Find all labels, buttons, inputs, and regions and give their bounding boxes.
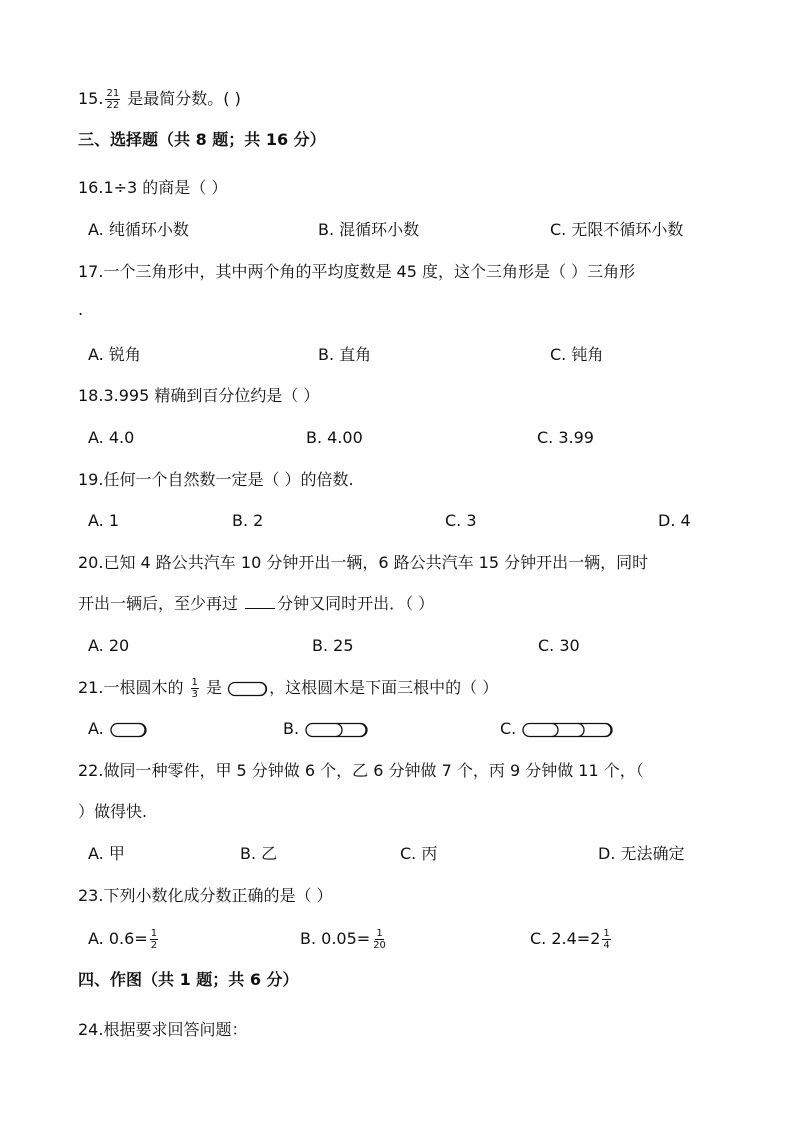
option-c: C. 3 [445, 511, 477, 530]
question-15 [78, 88, 241, 111]
question-17-stem-cont: . [78, 300, 84, 319]
section-title-drawing: 四、作图（共 1 题；共 6 分） [78, 970, 299, 989]
option-b: B. 0.05= $\frac{1}{20}$ [300, 928, 386, 951]
question-20-stem-cont: 开出一辆后，至少再过 分钟又同时开出．（ ） [78, 594, 435, 613]
option-a: A. 锐角 [88, 345, 141, 364]
option-c: C. 丙 [400, 844, 438, 863]
option-a: A. 1 [88, 511, 120, 530]
option-c: C. 钝角 [550, 345, 604, 364]
option-d: D. 无法确定 [598, 844, 685, 863]
question-19-stem: 19.任何一个自然数一定是（ ）的倍数. [78, 470, 354, 489]
option-a: A. 4.0 [88, 428, 135, 447]
option-b: B. 直角 [318, 345, 372, 364]
fraction: $\frac{21}{22}$ [106, 88, 120, 111]
fraction: $\frac{1}{4}$ [603, 928, 610, 951]
question-21-stem: 21.一根圆木的 $\frac{1}{3}$ 是 ，这根圆木是下面三根中的（ ） [78, 677, 499, 700]
option-c: C. 30 [538, 636, 580, 655]
question-22-stem: 22.做同一种零件，甲 5 分钟做 6 个，乙 6 分钟做 7 个，丙 9 分钟做 11 个，（ [78, 761, 644, 780]
option-b: B. [283, 719, 370, 739]
option-c: C. 3.99 [537, 428, 594, 447]
option-a: A. 0.6= $\frac{1}{2}$ [88, 928, 158, 951]
question-22-stem-cont: ）做得快. [78, 802, 148, 821]
option-b: B. 混循环小数 [318, 220, 420, 239]
option-a: A. [88, 719, 149, 739]
log-piece-image [227, 681, 269, 697]
log-long-image [521, 722, 615, 738]
question-text: 是最简分数。( ) [122, 89, 241, 108]
question-number: 15. [78, 89, 104, 108]
option-b: B. 25 [312, 636, 354, 655]
question-24-stem: 24.根据要求回答问题： [78, 1020, 248, 1039]
option-a: A. 20 [88, 636, 130, 655]
option-a: A. 纯循环小数 [88, 220, 189, 239]
question-17-stem: 17.一个三角形中，其中两个角的平均度数是 45 度，这个三角形是（ ）三角形 [78, 262, 636, 281]
question-20-stem: 20.已知 4 路公共汽车 10 分钟开出一辆，6 路公共汽车 15 分钟开出一辆，同时 [78, 553, 649, 572]
question-23-stem: 23.下列小数化成分数正确的是（ ） [78, 886, 333, 905]
question-18-stem: 18.3.995 精确到百分位约是（ ） [78, 386, 320, 405]
fraction: $\frac{1}{20}$ [373, 928, 386, 951]
answer-blank [245, 594, 275, 609]
fraction: $\frac{1}{3}$ [191, 677, 198, 700]
option-c: C. 2.4=2 $\frac{1}{4}$ [530, 928, 610, 951]
fraction: $\frac{1}{2}$ [150, 928, 158, 951]
option-b: B. 4.00 [306, 428, 363, 447]
option-d: D. 4 [658, 511, 691, 530]
option-c: C. 无限不循环小数 [550, 220, 684, 239]
question-16-stem: 16.1÷3 的商是（ ） [78, 178, 228, 197]
option-b: B. 乙 [240, 844, 278, 863]
option-c: C. [500, 719, 615, 739]
option-b: B. 2 [232, 511, 264, 530]
log-short-image [109, 722, 149, 738]
section-title-choice: 三、选择题（共 8 题；共 16 分） [78, 130, 326, 149]
option-a: A. 甲 [88, 844, 125, 863]
log-medium-image [304, 722, 370, 738]
